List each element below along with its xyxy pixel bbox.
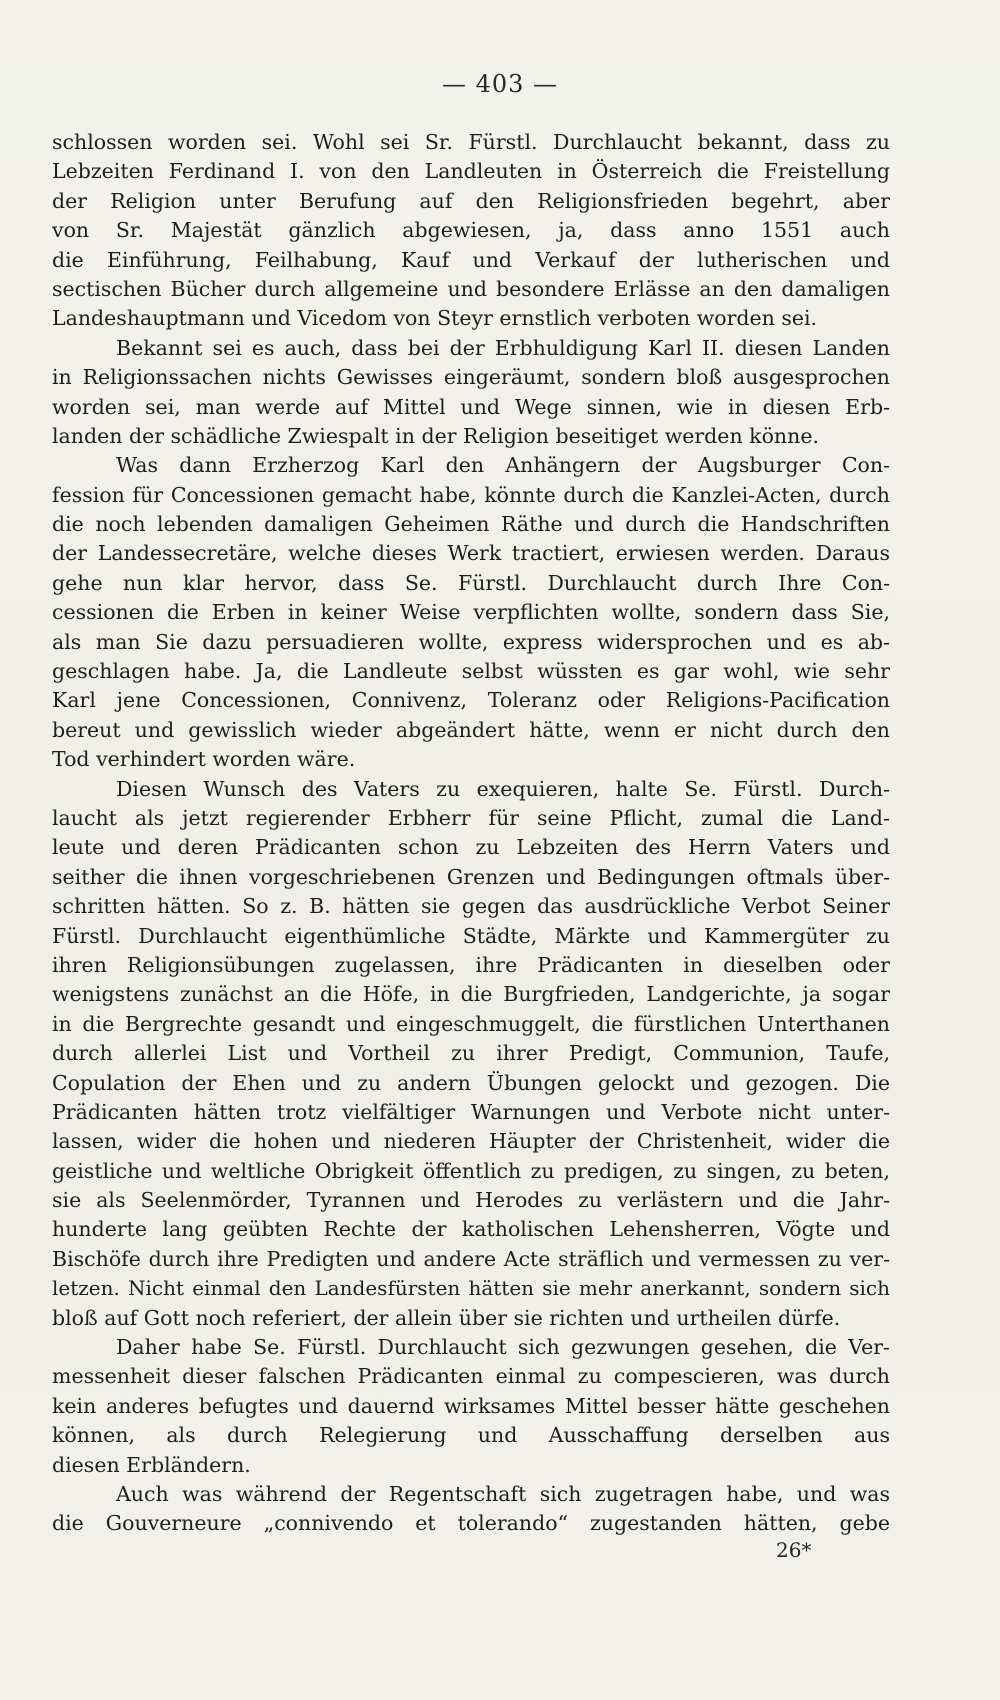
text-line: wenigstens zunächst an die Höfe, in die Burgfrieden, Landgerichte, ja sogar — [52, 982, 890, 1007]
text-line: leute und deren Prädicanten schon zu Lebzeiten des Herrn Vaters und — [52, 835, 890, 860]
text-line: Karl jene Concessionen, Connivenz, Toleranz oder Religions-Pacification — [52, 688, 890, 713]
text-line: letzen. Nicht einmal den Landesfürsten hätten sie mehr anerkannt, sondern sich — [52, 1276, 890, 1301]
page-number: — 403 — — [441, 70, 559, 98]
text-line: landen der schädliche Zwiespalt in der Religion beseitiget werden könne. — [52, 423, 819, 448]
body-text — [52, 128, 890, 1539]
text-line: messenheit dieser falschen Prädicanten einmal zu compescieren, was durch — [52, 1364, 890, 1389]
text-line: in Religionssachen nichts Gewisses eingeräumt, sondern bloß ausgesprochen — [52, 365, 890, 390]
text-line: Tod verhindert worden wäre. — [52, 747, 356, 772]
text-line: ihren Religionsübungen zugelassen, ihre Prädicanten in dieselben oder — [52, 952, 890, 977]
text-line: gehe nun klar hervor, dass Se. Fürstl. Durchlaucht durch Ihre Con- — [52, 570, 890, 595]
text-line: lassen, wider die hohen und niederen Häupter der Christenheit, wider die — [52, 1129, 890, 1154]
text-line: diesen Erbländern. — [52, 1452, 251, 1477]
text-line: Fürstl. Durchlaucht eigenthümliche Städte, Märkte und Kammergüter zu — [52, 923, 890, 948]
text-line: laucht als jetzt regierender Erbherr für seine Pflicht, zumal die Land- — [52, 805, 890, 830]
text-line: sie als Seelenmörder, Tyrannen und Herodes zu verlästern und die Jahr- — [52, 1188, 890, 1213]
text-line: Was dann Erzherzog Karl den Anhängern der Augsburger Con- — [116, 453, 890, 478]
text-line: bereut und gewisslich wieder abgeändert hätte, wenn er nicht durch den — [52, 717, 890, 742]
text-line: Copulation der Ehen und zu andern Übungen gelockt und gezogen. Die — [52, 1070, 890, 1095]
text-line: kein anderes befugtes und dauernd wirksames Mittel besser hätte geschehen — [52, 1393, 890, 1418]
text-line: fession für Concessionen gemacht habe, könnte durch die Kanzlei-Acten, durch — [52, 482, 890, 507]
text-line: sectischen Bücher durch allgemeine und besondere Erlässe an den damaligen — [52, 276, 890, 301]
text-line: bloß auf Gott noch referiert, der allein über sie richten und urtheilen dürfe. — [52, 1305, 841, 1330]
text-line: schlossen worden sei. Wohl sei Sr. Fürstl. Durchlaucht bekannt, dass zu — [52, 130, 890, 154]
text-line: die Gouverneure „connivendo et tolerando“ zugestanden hätten, gebe — [52, 1511, 890, 1536]
text-line: durch allerlei List und Vortheil zu ihrer Predigt, Communion, Taufe, — [52, 1041, 890, 1066]
text-line: Bekannt sei es auch, dass bei der Erbhuldigung Karl II. diesen Landen — [116, 335, 890, 360]
text-line: als man Sie dazu persuadieren wollte, express widersprochen und es ab- — [52, 629, 890, 654]
text-line: schritten hätten. So z. B. hätten sie gegen das ausdrückliche Verbot Seiner — [52, 894, 890, 919]
text-line: von Sr. Majestät gänzlich abgewiesen, ja, dass anno 1551 auch — [52, 218, 890, 243]
text-line: der Religion unter Berufung auf den Religionsfrieden begehrt, aber — [52, 188, 890, 213]
text-line: Bischöfe durch ihre Predigten und andere Acte sträflich und vermessen zu ver- — [52, 1246, 890, 1271]
text-line: Prädicanten hätten trotz vielfältiger Warnungen und Verbote nicht unter- — [52, 1099, 890, 1124]
text-line: Lebzeiten Ferdinand I. von den Landleuten in Österreich die Freistellung — [52, 159, 890, 184]
text-line: seither die ihnen vorgeschriebenen Grenzen und Bedingungen oftmals über- — [52, 864, 890, 889]
text-line: in die Bergrechte gesandt und eingeschmuggelt, die fürstlichen Unterthanen — [52, 1011, 890, 1036]
text-line: die Einführung, Feilhabung, Kauf und Verkauf der lutherischen und — [52, 247, 890, 272]
text-line: Daher habe Se. Fürstl. Durchlaucht sich gezwungen gesehen, die Ver- — [116, 1335, 890, 1360]
text-line: Auch was während der Regentschaft sich zugetragen habe, und was — [116, 1481, 890, 1506]
text-line: hunderte lang geübten Rechte der katholischen Lehensherren, Vögte und — [52, 1217, 890, 1242]
text-line: können, als durch Relegierung und Ausschaffung derselben aus — [52, 1423, 890, 1448]
signature-mark: 26* — [776, 1538, 812, 1562]
text-line: geschlagen habe. Ja, die Landleute selbst wüssten es gar wohl, wie sehr — [52, 659, 890, 684]
text-line: Landeshauptmann und Vicedom von Steyr ernstlich verboten worden sei. — [52, 306, 818, 331]
text-line: der Landessecretäre, welche dieses Werk tractiert, erwiesen werden. Daraus — [52, 541, 890, 566]
text-line: Diesen Wunsch des Vaters zu exequieren, halte Se. Fürstl. Durch- — [116, 776, 890, 801]
text-line: die noch lebenden damaligen Geheimen Räthe und durch die Handschriften — [52, 512, 890, 537]
text-line: cessionen die Erben in keiner Weise verpflichten wollte, sondern dass Sie, — [52, 600, 890, 625]
text-line: geistliche und weltliche Obrigkeit öffentlich zu predigen, zu singen, zu beten, — [52, 1158, 890, 1183]
text-line: worden sei, man werde auf Mittel und Wege sinnen, wie in diesen Erb- — [52, 394, 890, 419]
